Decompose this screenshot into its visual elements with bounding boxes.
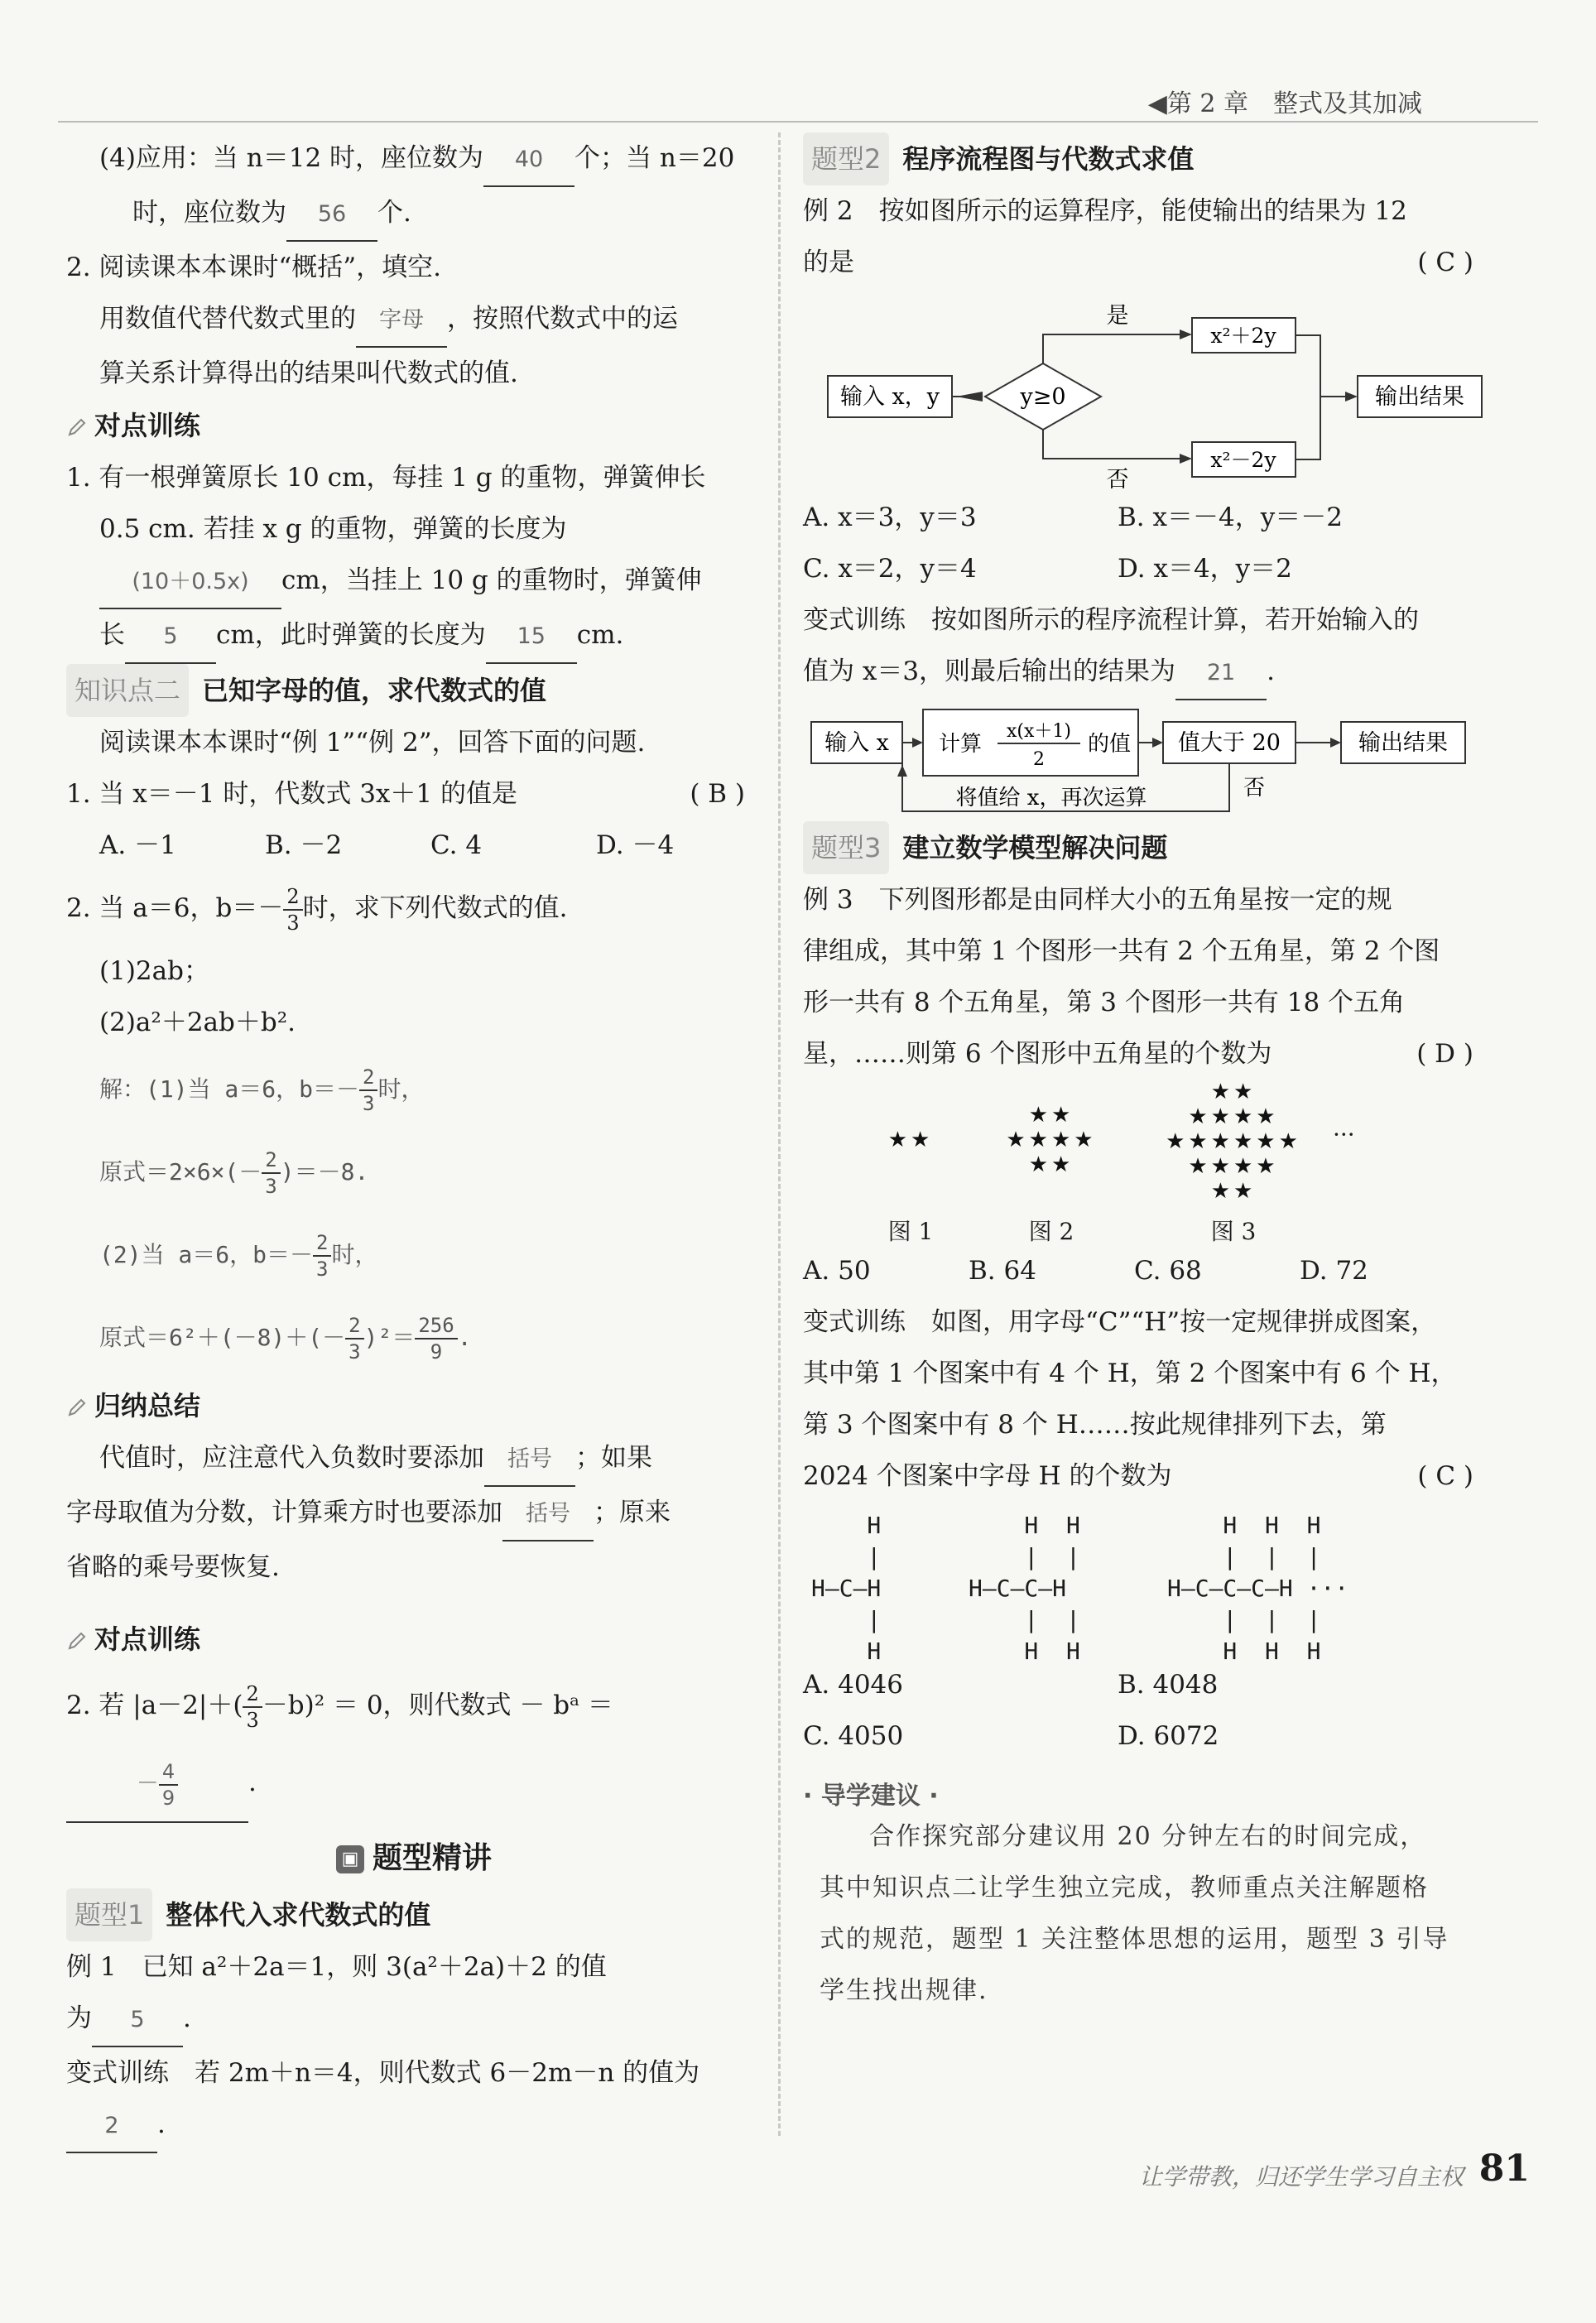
hc-pattern-1: H | H—C—H | H (811, 1512, 882, 1665)
ex2-line2: 的是 ( C ) (803, 237, 1490, 288)
page-header (58, 73, 1538, 123)
summary-line3: 省略的乘号要恢复. (66, 1552, 280, 1582)
fc1-yes-label: 是 (1106, 303, 1129, 329)
ex1-line1: 例 1 已知 a²＋2a＝1，则 3(a²＋2a)＋2 的值 (66, 1952, 607, 1982)
k1-choices (66, 820, 762, 871)
fc1-top-label: x²＋2y (1210, 324, 1276, 348)
answer-blank: 字母 (356, 295, 447, 348)
answer-bracket: ( D ) (1416, 1039, 1473, 1069)
answer-bracket: ( B ) (690, 779, 745, 809)
q2-line2: 用数值代替代数式里的 字母 ，按照代数式中的运 (66, 293, 762, 348)
kp2-intro: 阅读课本本课时“例 1”“例 2”，回答下面的问题. (99, 728, 646, 758)
var3-line1: 变式训练 如图，用字母“C”“H”按一定规律拼成图案， (803, 1307, 1437, 1337)
fraction: $\frac{2}{3}$ (243, 1681, 262, 1733)
solution-line-1: 解：(1)当 a＝6，b＝－ $\frac{2}{3}$ 时， (99, 1065, 425, 1115)
answer-bracket: ( C ) (1417, 1461, 1473, 1491)
answer-blank: 15 (486, 611, 577, 664)
type-1-heading: 题型1 整体代入求代数式的值 (66, 1888, 762, 1941)
ellipsis: ··· (1333, 1121, 1355, 1148)
ex3-choices (803, 1245, 1490, 1296)
answer-blank: 括号 (502, 1489, 594, 1541)
summary-line2: 字母取值为分数，计算乘方时也要添加 括号 ；原来 (66, 1487, 762, 1541)
hc-pattern-3: H H H | | | H—C—C—C—H ··· | | | H H H (1167, 1512, 1349, 1665)
var3-choices-row2 (803, 1710, 1490, 1762)
fc1-condition-label: y≥0 (1020, 384, 1066, 410)
answer-blank: 21 (1175, 647, 1267, 700)
t1-line1: 1. 有一根弹簧原长 10 cm，每挂 1 g 的重物，弹簧伸长 (66, 463, 706, 493)
fc2-calc-numerator: x(x＋1) (1007, 721, 1071, 742)
fraction: $\frac{2}{3}$ (359, 1065, 377, 1116)
fraction: $\frac{2}{3}$ (283, 884, 302, 935)
ex1-line2: 为 5 . (66, 1993, 762, 2047)
fc1-input-label: 输入 x，y (839, 384, 940, 410)
figure-label-1: 图 1 (887, 1218, 934, 1245)
suggestion-line4: 学生找出规律. (820, 1976, 988, 2005)
fc2-output-label: 输出结果 (1358, 730, 1448, 756)
answer-blank: － $\frac{4}{9}$ (66, 1747, 248, 1823)
fc2-loop-label: 将值给 x，再次运算 (955, 786, 1147, 810)
kp-tag: 知识点二 (66, 664, 189, 717)
suggestion-line1: 合作探究部分建议用 20 分钟左右的时间完成， (869, 1822, 1427, 1851)
type-3-heading: 题型3 建立数学模型解决问题 (803, 821, 1490, 874)
fraction: $\frac{4}{9}$ (159, 1759, 178, 1811)
section-heading: ▣ 题型精讲 (66, 1835, 762, 1877)
knowledge-point-2: 知识点二 已知字母的值，求代数式的值 (66, 664, 762, 717)
ex2-choices-row2 (803, 543, 1490, 594)
star-figure-3: ★★ ★★★★ ★★★★★★ ★★★★ ★★ (1166, 1080, 1301, 1204)
answer-blank: 40 (483, 134, 574, 187)
choice-a: A. 4046 (803, 1670, 903, 1700)
choice-b: B. －2 (265, 830, 343, 860)
solution-line-3: (2)当 a＝6，b＝－ $\frac{2}{3}$ 时， (99, 1231, 378, 1281)
k2-sub2: (2)a²＋2ab＋b². (99, 1008, 296, 1037)
var3-line3: 第 3 个图案中有 8 个 H……按此规律排列下去，第 (803, 1410, 1387, 1440)
type-tag: 题型3 (803, 821, 889, 874)
var3-line4: 2024 个图案中字母 H 的个数为 ( C ) (803, 1450, 1490, 1502)
ex2-choices-row1 (803, 492, 1490, 543)
fc2-no-label: 否 (1243, 776, 1266, 801)
chapter-title: ◀第 2 章 整式及其加减 (1147, 89, 1422, 118)
answer-blank: 括号 (484, 1434, 575, 1487)
t1-line3: (10＋0.5x) cm，当挂上 10 g 的重物时，弹簧伸 (66, 555, 762, 609)
fraction: $\frac{2}{3}$ (345, 1313, 363, 1364)
star-figures (803, 1080, 1490, 1245)
left-column (66, 132, 762, 2153)
suggestion-line2: 其中知识点二让学生独立完成，教师重点关注解题格 (820, 1873, 1429, 1902)
fc2-condition-label: 值大于 20 (1178, 730, 1281, 756)
q4-line1: (4)应用：当 n＝12 时，座位数为 40 个；当 n＝20 (66, 132, 762, 187)
k1-question: 1. 当 x＝－1 时，代数式 3x＋1 的值是 ( B ) (66, 768, 762, 820)
choice-c: C. 4050 (803, 1721, 904, 1751)
choice-d: D. －4 (596, 830, 675, 860)
choice-c: C. 4 (430, 830, 483, 860)
choice-b: B. 4048 (1118, 1670, 1219, 1700)
q2-line1: 2. 阅读课本本课时“概括”，填空. (66, 252, 441, 282)
column-divider (778, 132, 781, 2136)
type-tag: 题型1 (66, 1888, 152, 1941)
right-column (803, 132, 1490, 2017)
fc2-input-label: 输入 x (824, 730, 889, 756)
ex3-line3: 形一共有 8 个五角星，第 3 个图形一共有 18 个五角 (803, 988, 1406, 1017)
choice-d: D. 72 (1300, 1256, 1368, 1286)
answer-blank: 5 (92, 1994, 183, 2047)
hc-pattern-2: H H | | H—C—C—H | | H H (969, 1512, 1080, 1665)
t1-line2: 0.5 cm. 若挂 x g 的重物，弹簧的长度为 (99, 514, 567, 544)
type-2-heading: 题型2 程序流程图与代数式求值 (803, 132, 1490, 185)
figure-label-3: 图 3 (1210, 1218, 1257, 1245)
choice-a: A. 50 (803, 1256, 871, 1286)
hc-figures (803, 1502, 1490, 1665)
summary-line1: 代值时，应注意代入负数时要添加 括号 ；如果 (66, 1432, 762, 1487)
flowchart-2 (803, 705, 1490, 821)
footer-slogan: 让学带教，归还学生学习自主权 (1138, 2163, 1464, 2191)
var3-choices-row1 (803, 1659, 1490, 1710)
solution-line-4: 原式＝6²＋(－8)＋(－ $\frac{2}{3}$ )²＝ $\frac{256}{9}$ . (99, 1314, 472, 1364)
choice-b: B. 64 (969, 1256, 1036, 1286)
var1-line1: 变式训练 若 2m＋n＝4，则代数式 6－2m－n 的值为 (66, 2058, 700, 2088)
answer-blank: 2 (66, 2100, 157, 2153)
ex3-line2: 律组成，其中第 1 个图形一共有 2 个五角星，第 2 个图 (803, 936, 1440, 966)
fraction: $\frac{256}{9}$ (415, 1313, 457, 1364)
var2-line2: 值为 x＝3，则最后输出的结果为 21 . (803, 646, 1490, 700)
var3-line2: 其中第 1 个图案中有 4 个 H，第 2 个图案中有 6 个 H， (803, 1359, 1457, 1388)
flowchart-1 (803, 293, 1490, 492)
choice-c: C. 68 (1134, 1256, 1202, 1286)
var1-line2: 2 . (66, 2099, 762, 2153)
page-number: 81 (1478, 2147, 1530, 2190)
k2-sub1: (1)2ab； (99, 956, 209, 986)
fc2-calc-prefix: 计算 (938, 732, 983, 757)
star-figure-1: ★★ (887, 1128, 934, 1152)
choice-a: A. x＝3，y＝3 (803, 503, 977, 532)
answer-blank: 5 (125, 611, 216, 664)
t2-question: 2. 若 |a－2|＋( $\frac{2}{3}$ －b)² ＝ 0，则代数式 － bᵃ ＝ (66, 1681, 613, 1732)
t2-answer: － $\frac{4}{9}$ . (66, 1745, 762, 1823)
fc1-output-label: 输出结果 (1375, 384, 1464, 410)
k2-question: 2. 当 a＝6，b＝－ $\frac{2}{3}$ 时，求下列代数式的值. (66, 884, 568, 935)
book-icon: ▣ (336, 1845, 364, 1873)
solution-line-2: 原式＝2×6×(－ $\frac{2}{3}$ )＝－8. (99, 1148, 369, 1198)
fc2-calc-denominator: 2 (1033, 749, 1045, 770)
section-summary: 归纳总结 (66, 1379, 762, 1432)
ex3-line4: 星，……则第 6 个图形中五角星的个数为 ( D ) (803, 1028, 1490, 1080)
q4-line2: 时，座位数为 56 个. (66, 187, 762, 242)
choice-c: C. x＝2，y＝4 (803, 554, 977, 584)
choice-d: D. x＝4，y＝2 (1118, 554, 1292, 584)
choice-d: D. 6072 (1118, 1721, 1219, 1751)
fc2-calc-suffix: 的值 (1087, 732, 1132, 757)
answer-blank: 56 (286, 189, 377, 242)
fraction: $\frac{2}{3}$ (262, 1147, 280, 1199)
section-train-2: 对点训练 (66, 1613, 762, 1666)
fc1-bottom-label: x²－2y (1210, 448, 1276, 472)
answer-bracket: ( C ) (1417, 248, 1473, 277)
choice-b: B. x＝－4，y＝－2 (1118, 503, 1343, 532)
var2-line1: 变式训练 按如图所示的程序流程计算，若开始输入的 (803, 605, 1419, 635)
t1-line4: 长 5 cm，此时弹簧的长度为 15 cm. (66, 609, 762, 664)
pen-icon (66, 1630, 88, 1652)
star-figure-2: ★★ ★★★★ ★★ (1006, 1103, 1097, 1177)
ex2-line1: 例 2 按如图所示的运算程序，能使输出的结果为 12 (803, 196, 1407, 226)
q2-line3: 算关系计算得出的结果叫代数式的值. (99, 358, 518, 388)
fc1-no-label: 否 (1106, 467, 1129, 492)
answer-blank: (10＋0.5x) (99, 556, 281, 609)
pen-icon (66, 1397, 88, 1418)
section-train-1: 对点训练 (66, 399, 762, 452)
pen-icon (66, 416, 88, 438)
suggestion-line3: 式的规范，题型 1 关注整体思想的运用，题型 3 引导 (820, 1925, 1449, 1954)
choice-a: A. －1 (99, 830, 176, 860)
type-tag: 题型2 (803, 132, 889, 185)
figure-label-2: 图 2 (1028, 1218, 1074, 1245)
fraction: $\frac{2}{3}$ (313, 1230, 331, 1282)
ex3-line1: 例 3 下列图形都是由同样大小的五角星按一定的规 (803, 885, 1392, 915)
suggestion-title: · 导学建议 · (803, 1782, 939, 1811)
